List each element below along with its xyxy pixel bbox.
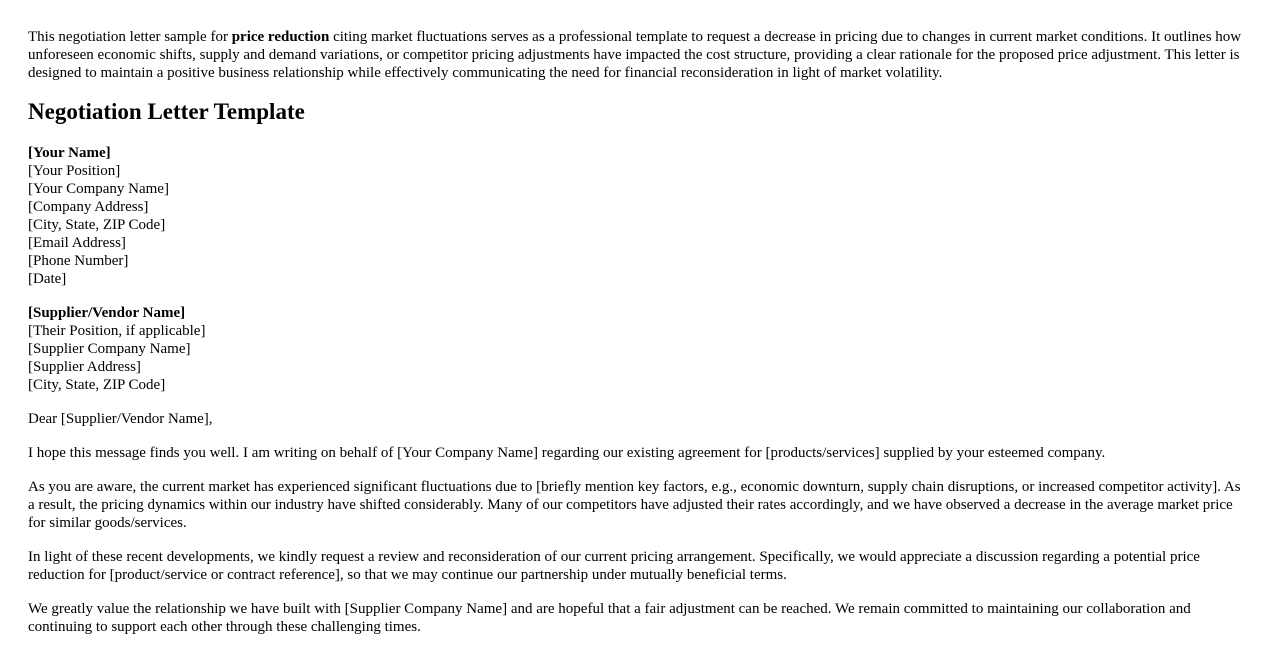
recipient-address-block [28, 304, 1250, 394]
sender-company: [Your Company Name] [28, 181, 169, 197]
recipient-company: [Supplier Company Name] [28, 341, 191, 357]
intro-paragraph [28, 28, 1250, 82]
intro-text-rest: citing market fluctuations serves as a professional template to request a decrease in pricing due to changes in current market conditions. It outlines how unforeseen economic shifts, supply and demand variations, or competitor pricing adjustments have impacted the cost structure, providing a clear rationale for the proposed price adjustment. This letter is designed to maintain a positive business relationship while effectively communicating the need for financial reconsideration in light of market volatility. [28, 29, 1242, 81]
body-paragraph-2: As you are aware, the current market has experienced significant fluctuations due to [briefly mention key factors, e.g., economic downturn, supply chain disruptions, or increased competitor activity]. As a result, the pricing dynamics within our industry have shifted considerably. Many of our competitors have adjusted their rates accordingly, and we have observed a decrease in the average market price for similar goods/services. [28, 479, 1241, 531]
recipient-position: [Their Position, if applicable] [28, 323, 206, 339]
sender-email: [Email Address] [28, 235, 126, 251]
sender-name: [Your Name] [28, 145, 111, 161]
body-paragraph-4: We greatly value the relationship we have built with [Supplier Company Name] and are hopeful that a fair adjustment can be reached. We remain committed to maintaining our collaboration and continuing to support each other through these challenging times. [28, 601, 1191, 635]
body-paragraph-1: I hope this message finds you well. I am writing on behalf of [Your Company Name] regarding our existing agreement for [products/services] supplied by your esteemed company. [28, 445, 1106, 461]
recipient-name: [Supplier/Vendor Name] [28, 305, 186, 321]
sender-phone: [Phone Number] [28, 253, 129, 269]
recipient-city-state-zip: [City, State, ZIP Code] [28, 377, 166, 393]
letter-date: [Date] [28, 271, 67, 287]
body-paragraph-3: In light of these recent developments, we kindly request a review and reconsideration of our current pricing arrangement. Specifically, we would appreciate a discussion regarding a potential price reduction for [product/service or contract reference], so that we may continue our partnership under mutually beneficial terms. [28, 549, 1200, 583]
intro-text-start: This negotiation letter sample for [28, 29, 232, 45]
sender-position: [Your Position] [28, 163, 121, 179]
sender-address-block [28, 144, 1250, 288]
sender-address: [Company Address] [28, 199, 149, 215]
document-page [28, 28, 1250, 652]
recipient-address: [Supplier Address] [28, 359, 141, 375]
salutation: Dear [Supplier/Vendor Name], [28, 411, 213, 427]
intro-bold-phrase: price reduction [231, 29, 330, 45]
page-title: Negotiation Letter Template [28, 99, 305, 124]
sender-city-state-zip: [City, State, ZIP Code] [28, 217, 166, 233]
